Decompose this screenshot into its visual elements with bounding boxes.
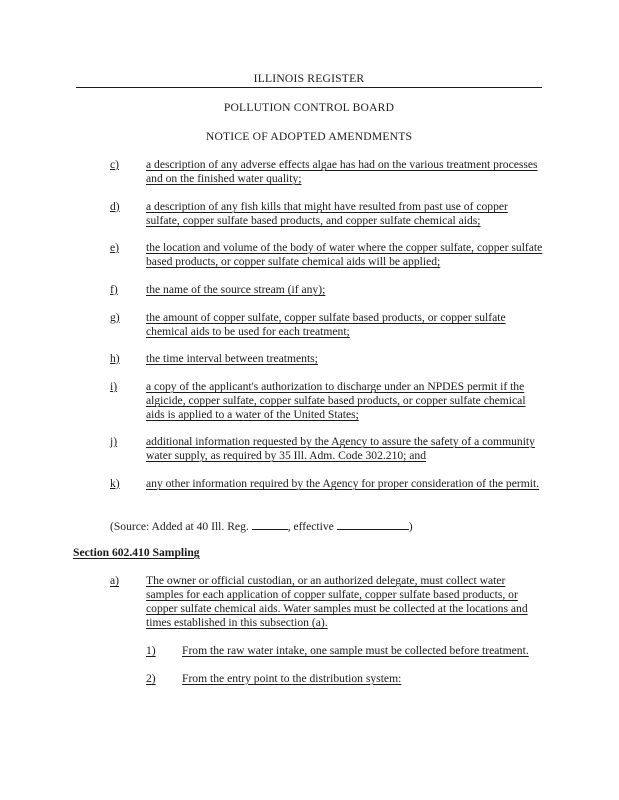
item-label: e) xyxy=(110,241,120,254)
item-label: f) xyxy=(110,283,118,296)
reg-blank xyxy=(252,518,288,530)
item-text: additional information requested by the Agency to assure the safety of a community water supply, as required by 35 Ill. Adm. Code 302.210; and xyxy=(146,435,535,462)
item-label: i) xyxy=(110,380,118,393)
section-heading: Section 602.410 Sampling xyxy=(73,546,200,559)
item-text: a description of any fish kills that might have resulted from past use of copper sulfate, copper sulfate based products, and copper sulfate chemical aids; xyxy=(146,200,508,227)
item-text: the location and volume of the body of water where the copper sulfate, copper sulfate based products, or copper sulfate chemical aids will be applied; xyxy=(146,241,543,268)
subsection-text: The owner or official custodian, or an authorized delegate, must collect water samples for each application of copper sulfate, copper sulfate based products, or copper sulfate chemical aids. Water samples must be collected at the locations and times established in this subsection (a). xyxy=(146,574,528,629)
item-label: g) xyxy=(110,311,120,324)
register-title: ILLINOIS REGISTER xyxy=(76,72,542,88)
subsection-label: a) xyxy=(110,574,120,587)
subitem-text: From the raw water intake, one sample must be collected before treatment. xyxy=(182,644,529,657)
item-text: the name of the source stream (if any); xyxy=(146,283,326,296)
subitem-text: From the entry point to the distribution system: xyxy=(182,672,402,685)
subitem-label: 2) xyxy=(146,672,156,685)
subitem-label: 1) xyxy=(146,644,156,657)
date-blank xyxy=(337,518,409,530)
board-name: POLLUTION CONTROL BOARD xyxy=(223,101,395,114)
source-mid: , effective xyxy=(287,520,334,533)
source-note xyxy=(110,518,530,534)
item-text: the time interval between treatments; xyxy=(146,352,318,365)
source-prefix: (Source: Added at 40 Ill. Reg. xyxy=(110,520,249,533)
item-text: the amount of copper sulfate, copper sulfate based products, or copper sulfate chemical aids to be used for each treatment; xyxy=(146,311,506,338)
item-label: k) xyxy=(110,477,120,490)
item-label: d) xyxy=(110,200,120,213)
source-suffix: ) xyxy=(408,520,413,533)
item-label: h) xyxy=(110,352,120,365)
item-text: any other information required by the Agency for proper consideration of the permit. xyxy=(146,477,540,490)
item-text: a copy of the applicant's authorization to discharge under an NPDES permit if the algicide, copper sulfate, copper sulfate based products, or copper sulfate chemical aids is applied to a water of the United States; xyxy=(146,380,526,421)
item-text: a description of any adverse effects algae has had on the various treatment processes and on the finished water quality; xyxy=(146,158,538,185)
notice-title: NOTICE OF ADOPTED AMENDMENTS xyxy=(205,130,413,143)
item-label: j) xyxy=(110,435,118,448)
item-label: c) xyxy=(110,158,120,171)
